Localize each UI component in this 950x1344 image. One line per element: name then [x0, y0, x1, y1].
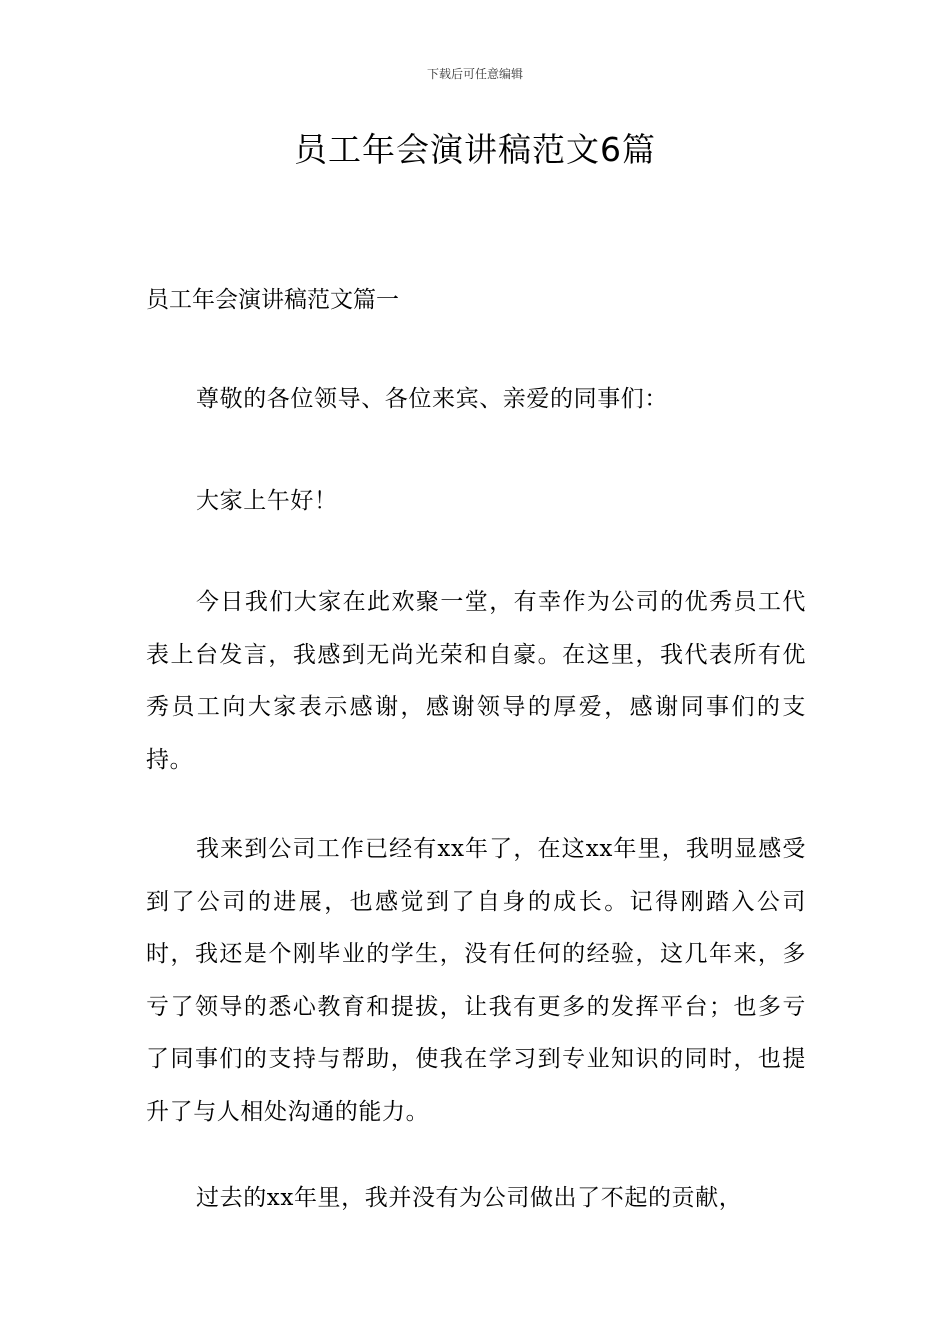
header-note: 下载后可任意编辑 — [426, 67, 523, 81]
section-heading: 员工年会演讲稿范文篇一 — [146, 287, 399, 313]
body-paragraph: 过去的xx年里，我并没有为公司做出了不起的贡献， — [196, 1185, 743, 1211]
greeting-paragraph: 大家上午好！ — [196, 488, 338, 514]
body-paragraph: 今日我们大家在此欢聚一堂，有幸作为公司的优秀员工代表上台发言，我感到无尚光荣和自豪。在这里，我代表所有优秀员工向大家表示感谢，感谢领导的厚爱，感谢同事们的支持。 — [146, 589, 806, 773]
document-title: 员工年会演讲稿范文6篇 — [294, 130, 656, 169]
body-paragraph: 我来到公司工作已经有xx年了，在这xx年里，我明显感受到了公司的进展，也感觉到了自身的成长。记得刚踏入公司时，我还是个刚毕业的学生，没有任何的经验，这几年来，多亏了领导的悉心教育和提拔，让我有更多的发挥平台；也多亏了同事们的支持与帮助，使我在学习到专业知识的同时，也提升了与人相处沟通的能力。 — [146, 836, 806, 1125]
salutation-paragraph: 尊敬的各位领导、各位来宾、亲爱的同事们： — [196, 386, 668, 412]
